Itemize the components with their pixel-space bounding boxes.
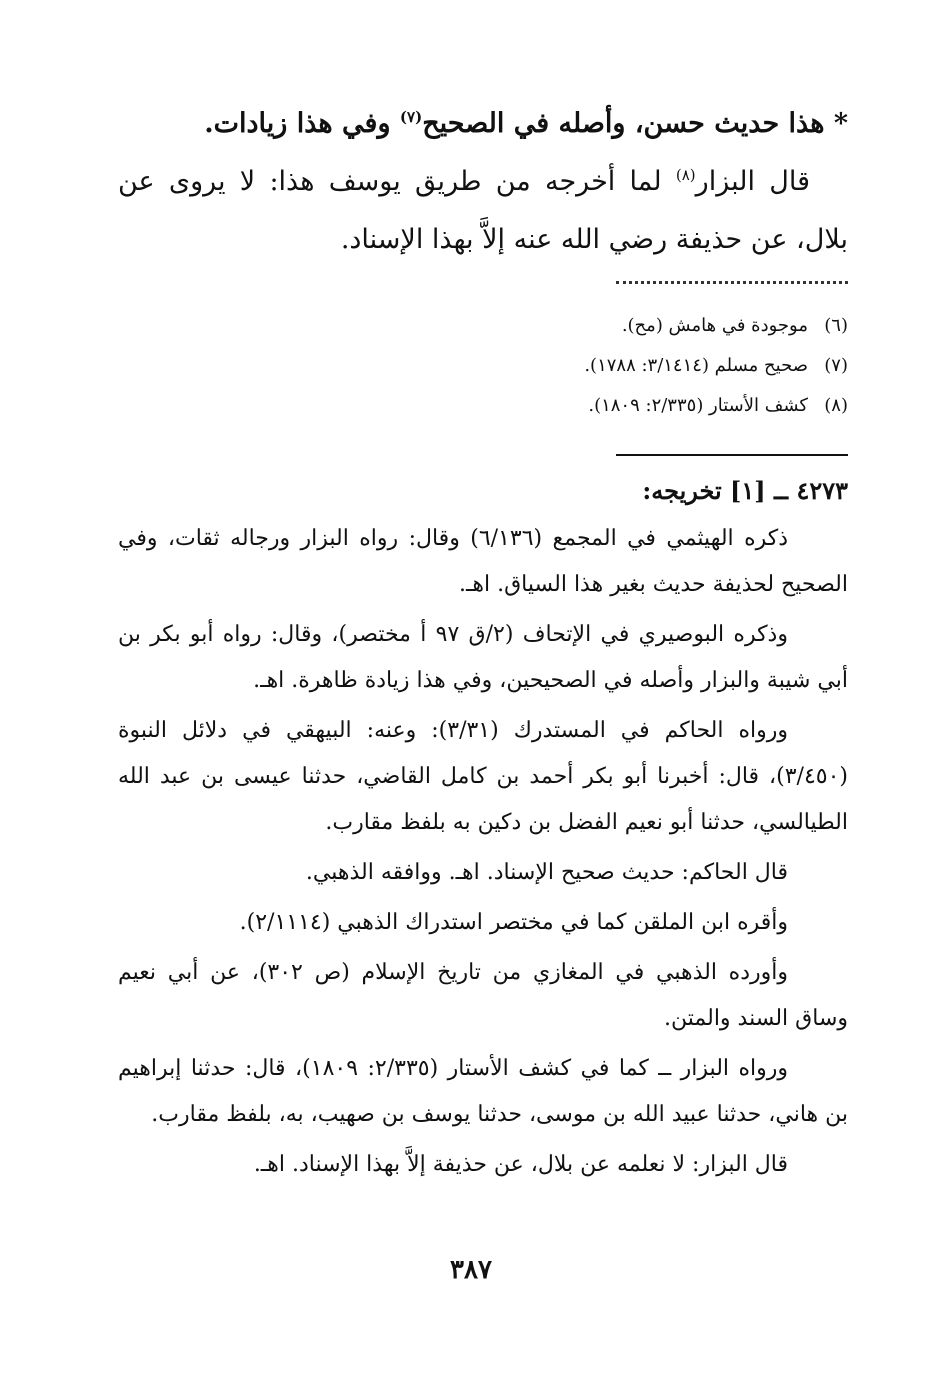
section-paragraph: وأورده الذهبي في المغازي من تاريخ الإسلام (ص ٣٠٢)، عن أبي نعيم وساق السند والمتن. [118,960,848,1031]
section-paragraph: وذكره البوصيري في الإتحاف (٢/ق ٩٧ أ مختصر)، وقال: رواه أبو بكر بن أبي شيبة والبزار وأصله في الصحيحين، وفي هذا زيادة ظاهرة. اهـ. [118,622,848,693]
section-paragraph: وأقره ابن الملقن كما في مختصر استدراك الذهبي (٢/١١١٤). [239,910,788,935]
section-heading: ٤٢٧٣ ــ [١] تخريجه: [642,476,848,505]
footnote-text: موجودة في هامش (مح). [621,315,808,336]
footnote-item [118,306,848,346]
footnote-number: (٨) [824,395,848,416]
section-paragraph: ذكره الهيثمي في المجمع (٦/١٣٦) وقال: رواه البزار ورجاله ثقات، وفي الصحيح لحذيفة حديث بغير هذا السياق. اهـ. [118,526,848,597]
main-paragraph-2-start: قال البزار [695,166,810,197]
footnote-number: (٦) [824,315,848,336]
footnote-number: (٧) [824,355,848,376]
footnote-text: صحيح مسلم (٣/١٤١٤: ١٧٨٨). [584,355,808,376]
section-paragraph: ورواه الحاكم في المستدرك (٣/٣١): وعنه: البيهقي في دلائل النبوة (٣/٤٥٠)، قال: أخبرنا أبو بكر أحمد بن كامل القاضي، حدثنا عيسى بن عبد الله الطيالسي، حدثنا أبو نعيم الفضل بن دكين به بلفظ مقارب. [118,718,848,835]
footnote-item [118,346,848,386]
page-number: ٣٨٧ [450,1255,492,1285]
footnotes [118,306,848,426]
main-paragraph-2 [118,153,848,269]
section-paragraph: قال البزار: لا نعلمه عن بلال، عن حذيفة إلاَّ بهذا الإسناد. اهـ. [253,1152,788,1177]
main-paragraph-2-rest: لما أخرجه من طريق يوسف هذا: لا يروى عن بلال، عن حذيفة رضي الله عنه إلاَّ بهذا الإسناد. [118,166,848,255]
footnote-ref-8: (٨) [675,166,696,184]
section-body [118,516,848,1188]
footnote-item [118,386,848,426]
main-paragraph-1-rest: وفي هذا زيادات. [204,108,400,139]
footnote-text: كشف الأستار (٢/٣٣٥: ١٨٠٩). [588,395,808,416]
footnote-separator [616,281,848,284]
main-paragraph-1 [118,95,848,153]
section-divider [616,454,848,456]
main-paragraph-1-text: * هذا حديث حسن، وأصله في الصحيح [422,108,848,139]
section-paragraph: قال الحاكم: حديث صحيح الإسناد. اهـ. ووافقه الذهبي. [305,860,788,885]
page-content [118,95,848,1192]
section-paragraph: ورواه البزار ــ كما في كشف الأستار (٢/٣٣٥: ١٨٠٩)، قال: حدثنا إبراهيم بن هاني، حدثنا عبيد الله بن موسى، حدثنا يوسف بن صهيب، به، بلفظ مقارب. [118,1056,848,1127]
footnote-ref-7: (٧) [399,108,423,126]
